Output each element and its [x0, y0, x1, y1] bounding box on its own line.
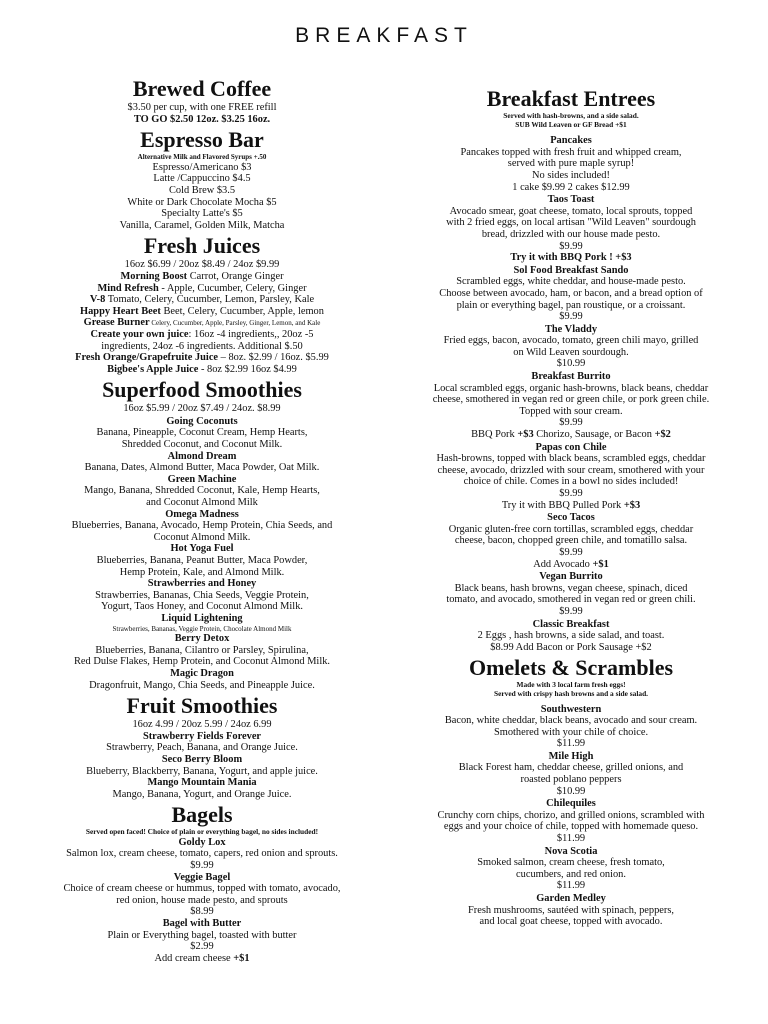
smoothie-desc: Coconut Almond Milk.: [153, 531, 251, 543]
juice-mind-refresh: [18, 283, 386, 295]
superfood-heading: Superfood Smoothies: [102, 377, 302, 403]
fresh-juices-sizes: 16oz $6.99 / 20oz $8.49 / 24oz $9.99: [124, 259, 280, 271]
addon-text: Chorizo, Sausage, or Bacon: [533, 429, 655, 441]
bagel-price: $2.99: [190, 941, 214, 953]
entree-addon: [384, 500, 758, 512]
omelet-name: Nova Scotia: [544, 845, 598, 857]
brewed-coffee-price: $3.50 per cup, with one FREE refill: [127, 102, 277, 113]
superfood-sizes: 16oz $5.99 / 20oz $7.49 / 24oz. $8.99: [123, 403, 281, 415]
fruit-smoothie-name: Strawberry Fields Forever: [142, 730, 262, 742]
smoothie-name: Going Coconuts: [166, 415, 238, 427]
juice-desc: – 8oz. $2.99 / 16oz. $5.99: [218, 352, 329, 364]
omelet-desc: Bacon, white cheddar, black beans, avocado and sour cream.: [444, 715, 698, 727]
smoothie-desc: Yogurt, Taos Honey, and Coconut Almond Milk.: [101, 601, 303, 613]
entree-addon: [384, 429, 758, 441]
entree-desc: 2 Eggs , hash browns, a side salad, and toast.: [477, 630, 665, 642]
left-column: [18, 76, 386, 964]
bagel-name: Bagel with Butter: [162, 918, 242, 930]
omelet-desc: Crunchy corn chips, chorizo, and grilled onions, scrambled with: [437, 809, 705, 821]
entree-desc: with 2 fried eggs, on local artisan "Wild Leaven" sourdough: [446, 217, 696, 229]
smoothie-desc: and Coconut Almond Milk: [146, 497, 258, 509]
entree-desc: served with pure maple syrup!: [507, 158, 635, 170]
omelets-heading: Omelets & Scrambles: [468, 655, 674, 681]
entree-desc: Avocado smear, goat cheese, tomato, local sprouts, topped: [449, 205, 693, 217]
entree-price: $9.99: [559, 605, 583, 617]
bagel-name: Goldy Lox: [178, 836, 226, 848]
entree-desc: Pancakes topped with fresh fruit and whipped cream,: [460, 146, 682, 158]
entree-desc: Hash-browns, topped with black beans, scrambled eggs, cheddar: [436, 453, 706, 465]
bagel-addon: [18, 953, 386, 965]
omelets-note: Made with 3 local farm fresh eggs!: [516, 680, 626, 690]
omelet-desc: roasted poblano peppers: [520, 774, 622, 786]
entree-name: Sol Food Breakfast Sando: [513, 264, 629, 276]
smoothie-name: Strawberries and Honey: [147, 578, 257, 590]
fruit-smoothie-desc: Mango, Banana, Yogurt, and Orange Juice.: [112, 788, 292, 800]
entree-addon: Try it with BBQ Pork ! +$3: [510, 252, 632, 264]
bagel-desc: Choice of cream cheese or hummus, topped with tomato, avocado,: [63, 883, 341, 895]
smoothie-name: Omega Madness: [165, 508, 239, 520]
entree-desc: plain or everything bagel, pan roustique, or a croissant.: [456, 299, 686, 311]
entree-addon: [384, 559, 758, 571]
entree-desc: Scrambled eggs, white cheddar, and house-made pesto.: [456, 276, 686, 288]
omelet-desc: Fresh mushrooms, sautéed with spinach, peppers,: [467, 904, 675, 916]
bagel-addon-text: Add cream cheese: [154, 952, 234, 964]
juice-name: Create your own juice: [90, 328, 189, 340]
page-title: BREAKFAST: [295, 24, 473, 47]
espresso-item: Vanilla, Caramel, Golden Milk, Matcha: [119, 219, 285, 231]
entree-name: Classic Breakfast: [532, 618, 610, 630]
juice-desc: Carrot, Orange Ginger: [187, 270, 284, 282]
juice-morning-boost: [18, 271, 386, 283]
addon-price: +$1: [592, 558, 609, 570]
entree-name: Taos Toast: [547, 194, 595, 206]
entree-desc: cheese, smothered in vegan red or green chile, or pork green chile.: [432, 394, 710, 406]
juice-name: Bigbee's Apple Juice: [107, 363, 199, 375]
espresso-item: White or Dark Chocolate Mocha $5: [127, 196, 277, 208]
fruit-smoothie-desc: Blueberry, Blackberry, Banana, Yogurt, and apple juice.: [86, 765, 318, 777]
entree-desc: bread, drizzled with our house made pesto.: [481, 228, 661, 240]
entree-price: $9.99: [559, 240, 583, 252]
juice-name: Grease Burner: [83, 317, 150, 329]
entree-name: Seco Tacos: [547, 512, 595, 524]
espresso-item: Specialty Latte's $5: [161, 208, 243, 220]
smoothie-desc: Strawberries, Bananas, Chia Seeds, Veggie Protein,: [95, 589, 309, 601]
right-column: [384, 86, 758, 928]
espresso-item: Espresso/Americano $3: [152, 161, 252, 173]
addon-price: +$3: [517, 429, 534, 441]
juice-fresh-orange: [18, 352, 386, 364]
omelet-price: $11.99: [556, 833, 586, 845]
entree-price: $9.99: [559, 546, 583, 558]
addon-price: +$2: [654, 429, 671, 441]
omelet-price: $11.99: [556, 880, 586, 892]
brewed-coffee-to-go: TO GO $2.50 12oz. $3.25 16oz.: [133, 113, 271, 125]
juice-desc: Tomato, Celery, Cucumber, Lemon, Parsley, Kale: [105, 294, 315, 306]
entree-name: The Vladdy: [544, 323, 598, 335]
omelet-name: Mile High: [548, 750, 594, 762]
omelet-price: $10.99: [556, 785, 586, 797]
smoothie-desc: Red Dulse Flakes, Hemp Protein, and Coconut Almond Milk.: [74, 656, 330, 668]
bagel-desc: red onion, house made pesto, and sprouts: [116, 894, 288, 906]
bagel-addon-price: +$1: [233, 952, 250, 964]
entree-desc: Local scrambled eggs, organic hash-browns, black beans, cheddar: [433, 382, 709, 394]
smoothie-desc: Blueberries, Banana, Peanut Butter, Maca Powder,: [96, 555, 308, 566]
smoothie-desc: Banana, Pineapple, Coconut Cream, Hemp Hearts,: [96, 427, 308, 439]
smoothie-name: Liquid Lightening: [161, 612, 243, 624]
entree-desc: tomato, and avocado, smothered in vegan red or green chili.: [446, 594, 696, 606]
fruit-smoothies-sizes: 16oz 4.99 / 20oz 5.99 / 24oz 6.99: [132, 719, 272, 731]
smoothie-desc: Mango, Banana, Shredded Coconut, Kale, Hemp Hearts,: [84, 485, 320, 497]
juice-desc: - 8oz $2.99 16oz $4.99: [198, 363, 297, 375]
fruit-smoothie-name: Seco Berry Bloom: [161, 753, 243, 765]
bagel-price: $8.99: [190, 906, 214, 918]
omelet-name: Garden Medley: [536, 893, 606, 904]
juice-name: V-8: [89, 294, 106, 306]
entree-desc: Black beans, hash browns, vegan cheese, spinach, diced: [454, 582, 688, 594]
juice-desc: Beet, Celery, Cucumber, Apple, lemon: [160, 305, 324, 317]
smoothie-desc: Strawberries, Bananas, Veggie Protein, Chocolate Almond Milk: [112, 624, 292, 633]
espresso-bar-heading: Espresso Bar: [140, 127, 264, 153]
entree-desc: Topped with sour cream.: [519, 405, 623, 417]
omelet-desc: eggs and your choice of chile, topped with homemade queso.: [443, 821, 699, 833]
omelet-desc: Smothered with your chile of choice.: [493, 726, 649, 738]
entree-price: $9.99: [559, 488, 583, 499]
entree-desc: on Wild Leaven sourdough.: [513, 346, 629, 358]
breakfast-entrees-heading: Breakfast Entrees: [486, 86, 656, 111]
entree-desc: Fried eggs, bacon, avocado, tomato, green chili mayo, grilled: [443, 335, 699, 347]
entree-desc: Organic gluten-free corn tortillas, scrambled eggs, cheddar: [448, 523, 694, 535]
entree-name: Vegan Burrito: [539, 571, 603, 583]
juice-create-own-2: ingredients, 24oz -6 ingredients. Additional $.50: [101, 340, 303, 352]
juice-happy-heart: [18, 306, 386, 318]
juice-bigbee: [18, 364, 386, 376]
entree-name: Pancakes: [550, 135, 592, 147]
entrees-note: Served with hash-browns, and a side salad.: [503, 111, 639, 120]
espresso-bar-note: Alternative Milk and Flavored Syrups +.50: [137, 153, 267, 162]
entree-desc: choice of chile. Comes in a bowl no sides included!: [463, 476, 679, 488]
smoothie-name: Almond Dream: [167, 450, 237, 462]
entree-desc: No sides included!: [532, 169, 610, 181]
omelets-note-sides: Served with crispy hash browns and a side salad.: [493, 688, 649, 698]
addon-text: Add Avocado: [533, 558, 593, 570]
smoothie-desc: Blueberries, Banana, Avocado, Hemp Protein, Chia Seeds, and: [71, 520, 333, 532]
fruit-smoothies-heading: Fruit Smoothies: [126, 693, 278, 719]
smoothie-name: Berry Detox: [174, 633, 230, 645]
fruit-smoothie-desc: Strawberry, Peach, Banana, and Orange Juice.: [106, 742, 298, 754]
smoothie-desc: Shredded Coconut, and Coconut Milk.: [121, 439, 283, 451]
smoothie-desc: Hemp Protein, Kale, and Almond Milk.: [119, 566, 285, 578]
smoothie-name: Hot Yoga Fuel: [170, 543, 234, 555]
smoothie-name: Magic Dragon: [170, 667, 234, 679]
entree-price: $10.99: [556, 358, 586, 370]
espresso-item: Latte /Cappuccino $4.5: [153, 173, 251, 185]
juice-desc: Celery, Cucumber, Apple, Parsley, Ginger, Lemon, and Kale: [149, 319, 321, 328]
juice-v8: [18, 294, 386, 306]
entrees-note-sub: SUB Wild Leaven or GF Bread +$1: [515, 119, 627, 129]
brewed-coffee-heading: Brewed Coffee: [132, 76, 272, 101]
juice-name: Happy Heart Beet: [80, 305, 161, 317]
addon-price: +$3: [623, 499, 641, 511]
omelet-desc: and local goat cheese, topped with avocado.: [479, 916, 663, 928]
omelet-desc: Smoked salmon, cream cheese, fresh tomato,: [477, 857, 665, 869]
entree-name: Breakfast Burrito: [531, 371, 611, 383]
entree-price: 1 cake $9.99 2 cakes $12.99: [512, 181, 630, 193]
juice-create-own: [18, 329, 386, 341]
entree-price: $9.99: [559, 417, 583, 429]
entree-desc: Choose between avocado, ham, or bacon, and a bread option of: [439, 287, 703, 299]
juice-desc: - Apple, Cucumber, Celery, Ginger: [158, 282, 307, 294]
smoothie-desc: Blueberries, Banana, Cilantro or Parsley, Spirulina,: [95, 644, 309, 656]
bagel-desc: Plain or Everything bagel, toasted with butter: [107, 929, 297, 941]
entree-desc: cheese, bacon, chopped green chile, and tomatillo salsa.: [454, 535, 688, 547]
omelet-name: Chilequiles: [546, 798, 596, 810]
bagel-name: Veggie Bagel: [173, 871, 231, 883]
juice-name: Fresh Orange/Grapefruite Juice: [75, 352, 219, 364]
juice-name: Morning Boost: [120, 270, 188, 282]
bagels-note: Served open faced! Choice of plain or everything bagel, no sides included!: [85, 827, 319, 837]
omelet-desc: cucumbers, and red onion.: [516, 868, 626, 880]
smoothie-desc: Dragonfruit, Mango, Chia Seeds, and Pineapple Juice.: [89, 679, 315, 691]
smoothie-desc: Banana, Dates, Almond Butter, Maca Powder, Oat Milk.: [84, 462, 320, 474]
addon-text: Try it with BBQ Pulled Pork: [501, 499, 624, 511]
bagel-desc: Salmon lox, cream cheese, tomato, capers, red onion and sprouts.: [66, 848, 338, 860]
fruit-smoothie-name: Mango Mountain Mania: [147, 777, 257, 789]
juice-grease-burner: [18, 317, 386, 329]
omelet-price: $11.99: [556, 738, 586, 750]
entree-price: $8.99 Add Bacon or Pork Sausage +$2: [490, 641, 652, 653]
entree-name: Papas con Chile: [535, 441, 607, 453]
fresh-juices-heading: Fresh Juices: [143, 233, 261, 259]
juice-desc: : 16oz -4 ingredients,, 20oz -5: [188, 328, 314, 340]
entree-desc: cheese, avocado, drizzled with sour cream, smothered with your: [437, 464, 705, 476]
bagel-price: $9.99: [190, 860, 214, 872]
smoothie-name: Green Machine: [167, 473, 237, 485]
juice-name: Mind Refresh: [97, 282, 159, 294]
bagels-heading: Bagels: [171, 802, 233, 828]
omelet-desc: Black Forest ham, cheddar cheese, grilled onions, and: [458, 762, 684, 774]
addon-text: BBQ Pork: [471, 429, 518, 441]
entree-price: $9.99: [559, 311, 583, 323]
omelet-name: Southwestern: [540, 703, 602, 715]
espresso-item: Cold Brew $3.5: [168, 184, 236, 196]
